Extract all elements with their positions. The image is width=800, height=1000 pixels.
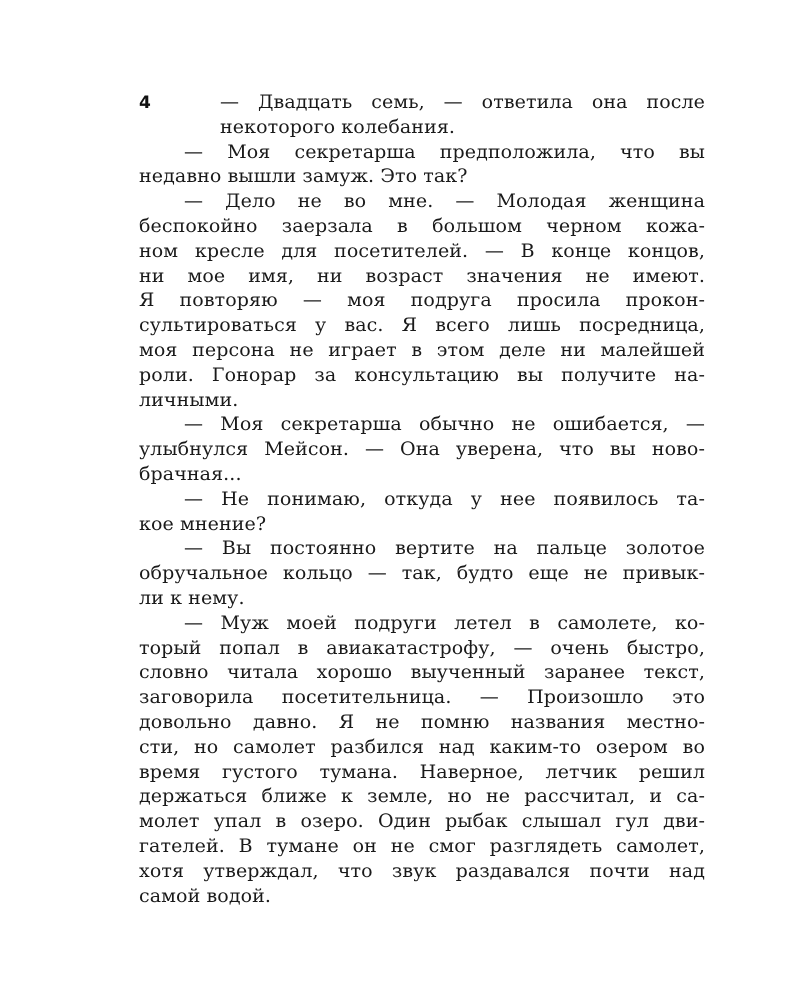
text-line: брачная... [139, 462, 242, 485]
text-line: заговорила посетительница. — Произошло это [139, 686, 705, 709]
text-line: некоторого колебания. [220, 115, 456, 138]
text-line: время густого тумана. Наверное, летчик решил [139, 760, 705, 783]
body-text [139, 90, 705, 908]
text-line: — Моя секретарша обычно не ошибается, — [184, 413, 705, 436]
text-line: сти, но самолет разбился над каким-то озером во [139, 735, 705, 758]
text-line: ни мое имя, ни возраст значения не имеют. [139, 264, 705, 287]
text-line: довольно давно. Я не помню названия местно- [139, 710, 705, 733]
text-line: недавно вышли замуж. Это так? [139, 165, 468, 188]
text-line: — Моя секретарша предположила, что вы [184, 140, 705, 163]
text-line: моя персона не играет в этом деле ни малейшей [139, 338, 705, 361]
text-line: кое мнение? [139, 512, 267, 535]
text-line: беспокойно заерзала в большом черном кожа- [139, 214, 705, 237]
text-line: — Муж моей подруги летел в самолете, ко- [184, 611, 705, 634]
text-line: словно читала хорошо выученный заранее текст, [139, 661, 705, 684]
text-line: торый попал в авиакатастрофу, — очень быстро, [139, 636, 705, 659]
text-line: — Не понимаю, откуда у нее появилось та- [184, 487, 705, 510]
text-line: молет упал в озеро. Один рыбак слышал гул дви- [139, 810, 705, 833]
text-line: хотя утверждал, что звук раздавался почти над [139, 859, 705, 882]
text-line: сультироваться у вас. Я всего лишь посредница, [139, 314, 705, 337]
page-number: 4 [139, 93, 151, 113]
text-line: держаться ближе к земле, но не рассчитал, и са- [139, 785, 705, 808]
text-line: — Дело не во мне. — Молодая женщина [184, 190, 705, 213]
text-line: обручальное кольцо — так, будто еще не привык- [139, 562, 705, 585]
text-line: — Вы постоянно вертите на пальце золотое [184, 537, 705, 560]
text-line: ном кресле для посетителей. — В конце концов, [139, 239, 705, 262]
text-line: личными. [139, 388, 239, 411]
text-line: улыбнулся Мейсон. — Она уверена, что вы ново- [139, 438, 705, 461]
text-line: Я повторяю — моя подруга просила прокон- [139, 289, 705, 312]
text-line: роли. Гонорар за консультацию вы получите на- [139, 363, 705, 386]
text-line: гателей. В тумане он не смог разглядеть самолет, [139, 834, 705, 857]
text-line: самой водой. [139, 884, 272, 907]
text-line: — Двадцать семь, — ответила она после [220, 91, 705, 113]
text-line: ли к нему. [139, 586, 245, 609]
